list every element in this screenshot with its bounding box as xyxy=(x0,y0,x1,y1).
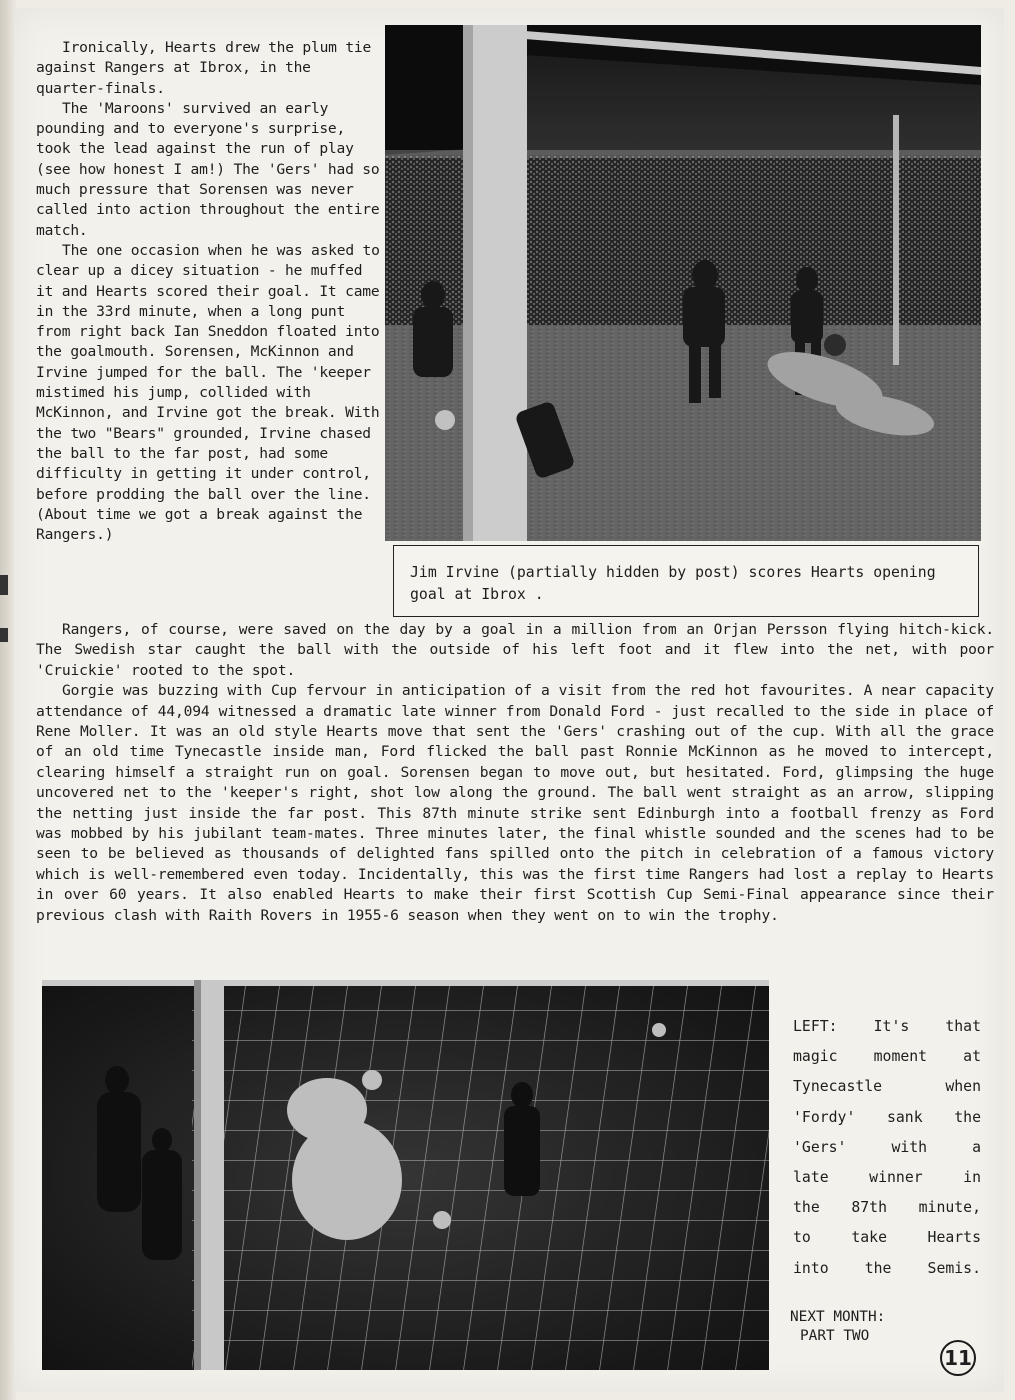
tynecastle-photo-image xyxy=(42,980,769,1370)
bottom-photo-caption xyxy=(793,1012,981,1284)
next-month-label: NEXT MONTH: xyxy=(790,1309,886,1325)
article-paragraph: The one occasion when he was asked to clear up a dicey situation - he muffed it and Hearts scored their goal. It came in the 33rd minute, when a long punt from right back Ian Sneddon floated into the goalmouth. Sorensen, McKinnon and Irvine jumped for the ball. The 'keeper mistimed his jump, collided with McKinnon, and Irvine got the break. With the two "Bears" grounded, Irvine chased the ball to the far post, had some difficulty in getting it under control, before prodding the ball over the line. (About time we got a break against the Rangers.) xyxy=(36,241,380,544)
next-month-note xyxy=(790,1308,885,1346)
next-month-part: PART TWO xyxy=(800,1328,870,1344)
article-paragraph: The 'Maroons' survived an early pounding and to everyone's surprise, took the lead against the run of play (see how honest I am!) The 'Gers' had so much pressure that Sorensen was never called into action throughout the entire match. xyxy=(36,99,380,239)
page-edge-mark xyxy=(0,575,8,595)
caption-line: the 87th minute, xyxy=(793,1199,981,1217)
tynecastle-goal-photo xyxy=(42,980,769,1370)
caption-line: LEFT: It's that xyxy=(793,1018,981,1035)
caption-line: to take Hearts xyxy=(793,1229,981,1247)
ibrox-photo-image xyxy=(385,25,981,541)
caption-line: Tynecastle when xyxy=(793,1078,981,1096)
page-edge-mark xyxy=(0,628,8,642)
caption-line: 'Gers' with a xyxy=(793,1138,981,1156)
page-number: 11 xyxy=(940,1340,976,1376)
article-paragraph: Ironically, Hearts drew the plum tie against Rangers at Ibrox, in the quarter-finals. xyxy=(36,39,372,97)
ibrox-goal-photo xyxy=(385,25,981,541)
caption-line: magic moment at xyxy=(793,1048,981,1066)
caption-text: Jim Irvine (partially hidden by post) scores Hearts opening goal at Ibrox . xyxy=(410,564,936,603)
article-paragraph: Rangers, of course, were saved on the day by a goal in a million from an Orjan Persson flying hitch-kick. The Swedish star caught the ball with the outside of his left foot and it flew into the net, with poor 'Cruickie' rooted to the spot. xyxy=(36,621,994,679)
caption-line: late winner in xyxy=(793,1169,981,1187)
top-photo-caption xyxy=(393,545,979,617)
article-column-full xyxy=(36,620,994,926)
caption-line: 'Fordy' sank the xyxy=(793,1108,981,1126)
caption-line: into the Semis. xyxy=(793,1259,981,1277)
article-paragraph: Gorgie was buzzing with Cup fervour in anticipation of a visit from the red hot favourites. A near capacity attendance of 44,094 witnessed a dramatic late winner from Donald Ford - just recalled to the side in place of Rene Moller. It was an old style Hearts move that sent the 'Gers' crashing out of the cup. With all the grace of an old time Tynecastle inside man, Ford flicked the ball past Ronnie McKinnon as he moved to intercept, clearing himself a straight run on goal. Sorensen began to move out, but hesitated. Ford, glimpsing the huge uncovered net to the 'keeper's right, shot low along the ground. The ball went straight as an arrow, slipping the netting just inside the far post. This 87th minute strike sent Edinburgh into a football frenzy as Ford was mobbed by his jubilant team-mates. Three minutes later, the final whistle sounded and the scenes had to be seen to be believed as thousands of delighted fans spilled onto the pitch in celebration of a famous victory which is well-remembered even today. Incidentally, this was the first time Rangers had lost a replay to Hearts in over 60 years. It also enabled Hearts to make their first Scottish Cup Semi-Final appearance since their previous clash with Raith Rovers in 1955-6 season when they went on to win the trophy. xyxy=(36,682,994,924)
article-column-left xyxy=(36,38,381,545)
